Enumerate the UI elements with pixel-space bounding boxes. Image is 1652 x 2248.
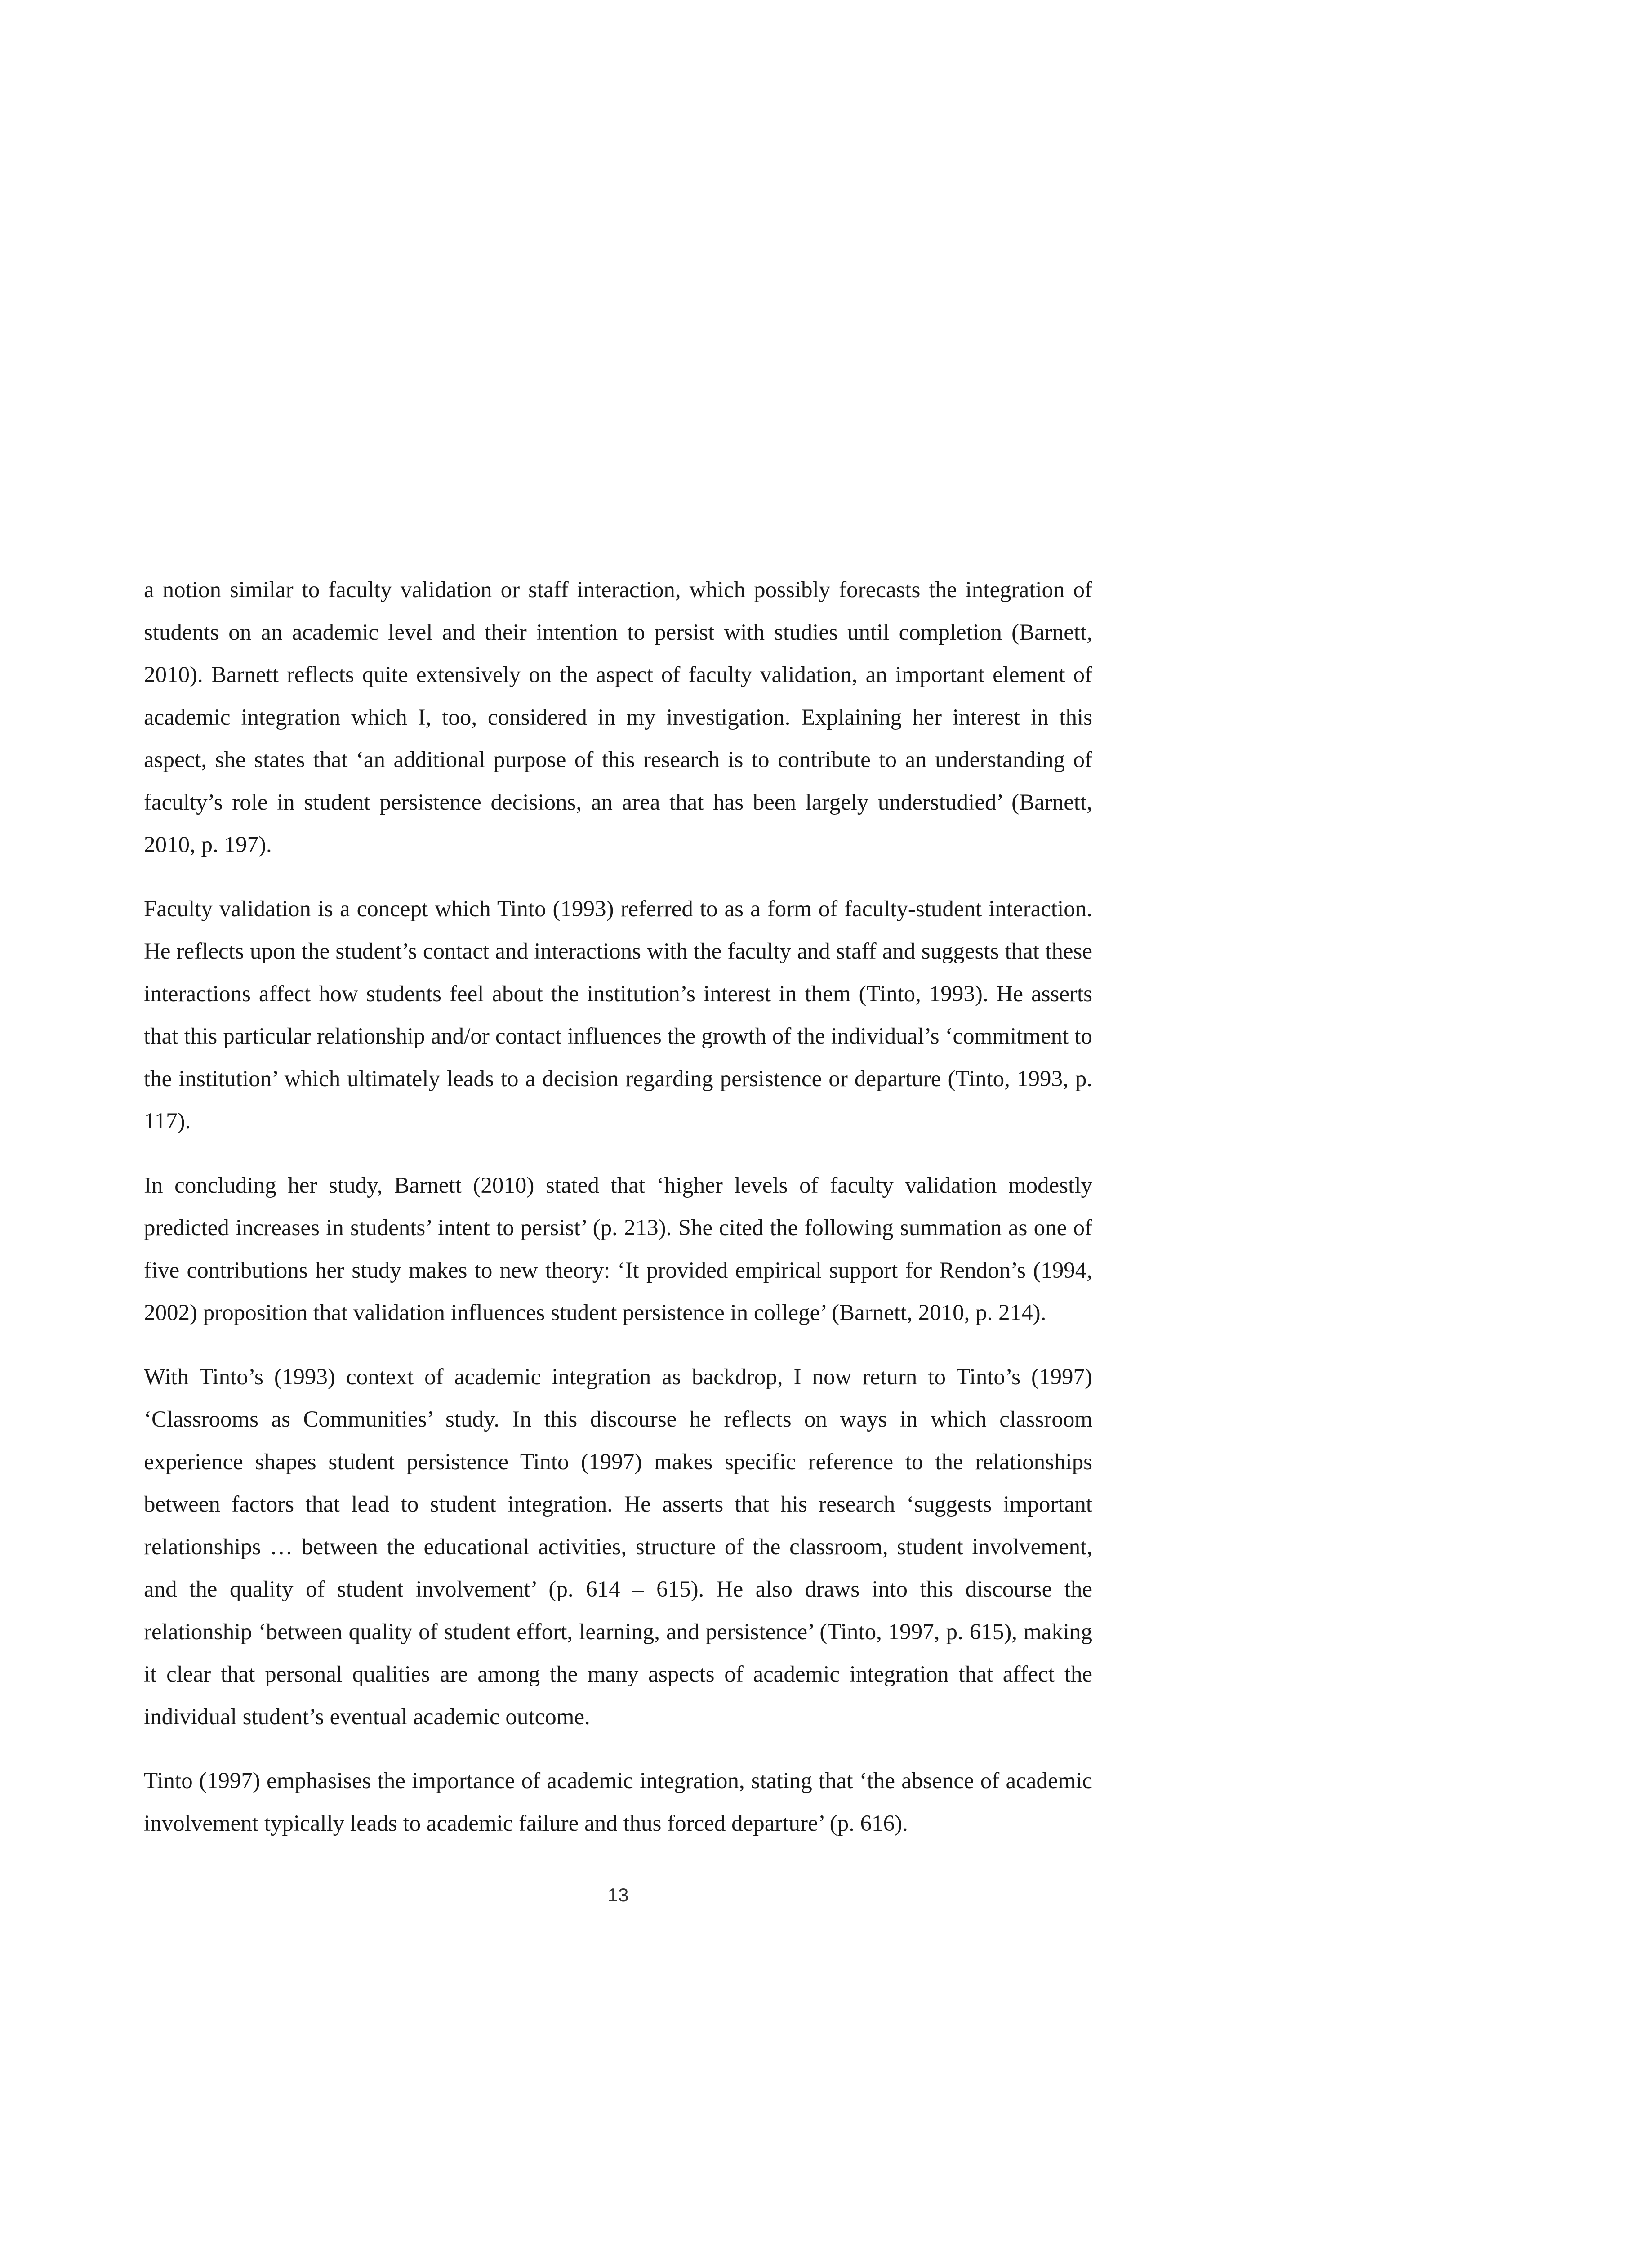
- paragraph-5: Tinto (1997) emphasises the importance of academic integration, stating that ‘the absence of academic involvement typically leads to academic failure and thus forced departure’ (p. 616).: [144, 1768, 1092, 1836]
- paragraph-3: In concluding her study, Barnett (2010) stated that ‘higher levels of faculty validation modestly predicted increases in students’ intent to persist’ (p. 213). She cited the following summation as one of five contributions her study makes to new theory: ‘It provided empirical support for Rendon’s (1994, 2002) proposition that validation influences student persistence in college’ (Barnett, 2010, p. 214).: [144, 1173, 1092, 1325]
- page-number: 13: [607, 1884, 629, 1905]
- paragraph-4: With Tinto’s (1993) context of academic integration as backdrop, I now return to Tinto’s (1997) ‘Classrooms as Communities’ study. In this discourse he reflects on ways in which classroom experience shapes student persistence Tinto (1997) makes specific reference to the relationships between factors that lead to student integration. He asserts that his research ‘suggests important relationships … between the educational activities, structure of the classroom, student involvement, and the quality of student involvement’ (p. 614 – 615). He also draws into this discourse the relationship ‘between quality of student effort, learning, and persistence’ (Tinto, 1997, p. 615), making it clear that personal qualities are among the many aspects of academic integration that affect the individual student’s eventual academic outcome.: [144, 1364, 1092, 1730]
- paragraph-2: Faculty validation is a concept which Tinto (1993) referred to as a form of faculty-student interaction. He reflects upon the student’s contact and interactions with the faculty and staff and suggests that these interactions affect how students feel about the institution’s interest in them (Tinto, 1993). He asserts that this particular relationship and/or contact influences the growth of the individual’s ‘commitment to the institution’ which ultimately leads to a decision regarding persistence or departure (Tinto, 1993, p. 117).: [144, 896, 1092, 1134]
- body-text: [144, 569, 1092, 1866]
- paragraph-1: a notion similar to faculty validation or staff interaction, which possibly forecasts the integration of students on an academic level and their intention to persist with studies until completion (Barnett, 2010). Barnett reflects quite extensively on the aspect of faculty validation, an important element of academic integration which I, too, considered in my investigation. Explaining her interest in this aspect, she states that ‘an additional purpose of this research is to contribute to an understanding of faculty’s role in student persistence decisions, an area that has been largely understudied’ (Barnett, 2010, p. 197).: [144, 577, 1092, 857]
